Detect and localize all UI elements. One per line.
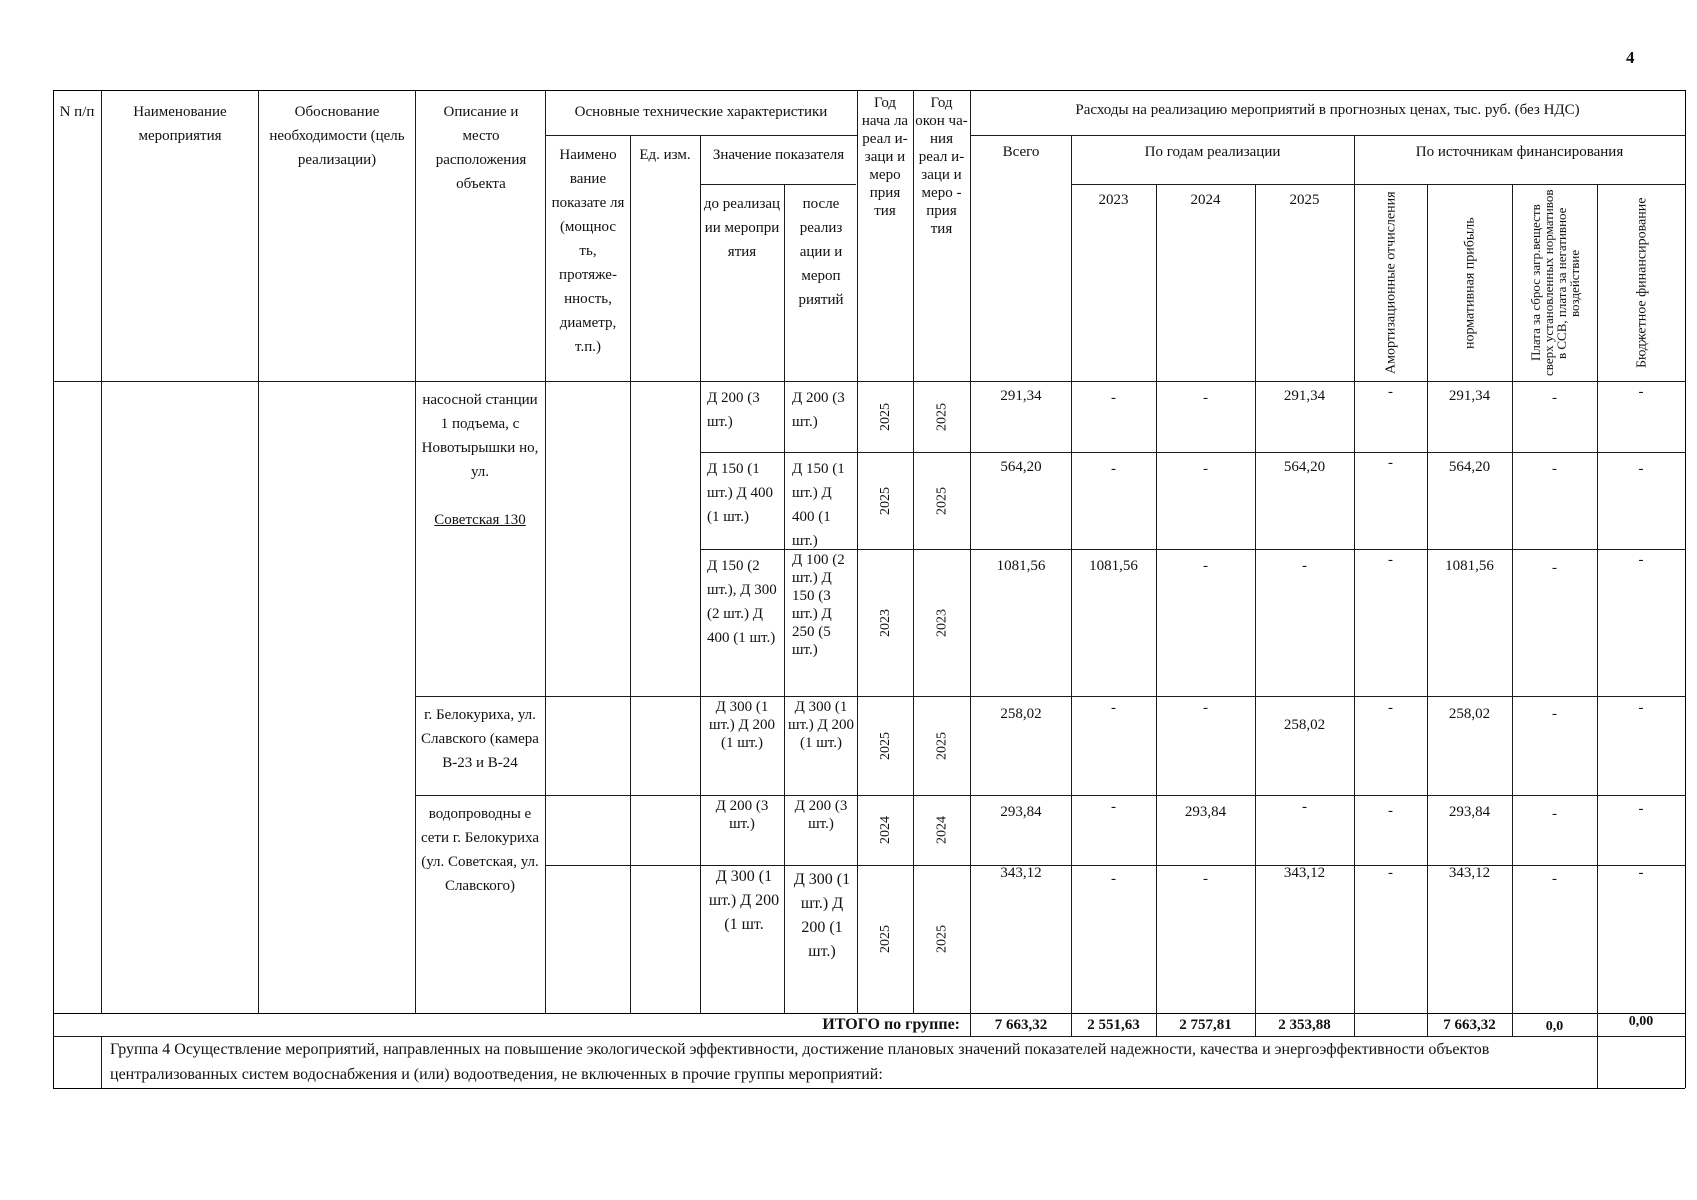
row-amortization: - <box>1388 384 1393 400</box>
row-before: Д 300 (1 шт.) Д 200 (1 шт. <box>708 868 780 933</box>
row-year-start: 2025 <box>878 487 893 515</box>
row-fee: - <box>1552 706 1557 722</box>
header-costs-group: Расходы на реализацию мероприятий в прогнозных ценах, тыс. руб. (без НДС) <box>1075 102 1580 118</box>
row-profit: 291,34 <box>1448 388 1491 404</box>
row-2025: 258,02 <box>1283 717 1326 733</box>
row-total: 291,34 <box>1000 388 1042 404</box>
group-description: Группа 4 Осуществление мероприятий, направленных на повышение экологической эффективности, достижение плановых значений показателей надежности, качества и энергоэффективности объектов централизованных систем водоснабжения и (или) водоотведения, не включенных в прочие группы мероприятий: <box>110 1041 1490 1083</box>
row-before: Д 200 (3 шт.) <box>715 798 769 832</box>
header-value-before: до реализац ии меропри ятия <box>703 196 781 260</box>
row-year-start: 2025 <box>878 403 893 431</box>
header-tech-value: Значение показателя <box>712 147 845 163</box>
row-year-start: 2025 <box>878 925 893 954</box>
row-2025: 291,34 <box>1283 388 1326 404</box>
row-budget: - <box>1638 801 1644 817</box>
row-fee: - <box>1552 461 1557 477</box>
page-number: 4 <box>1626 48 1635 67</box>
row-before: Д 300 (1 шт.) Д 200 (1 шт.) <box>709 699 775 751</box>
totals-fee: 0,0 <box>1545 1019 1564 1034</box>
row-2024: 293,84 <box>1184 804 1227 820</box>
totals-2024: 2 757,81 <box>1179 1017 1232 1033</box>
header-tech-unit: Ед. изм. <box>639 147 691 163</box>
row-2023: - <box>1111 700 1116 716</box>
row-fee: - <box>1552 390 1557 406</box>
row-fee: - <box>1552 806 1557 822</box>
description-belokurikha-chamber: г. Белокуриха, ул. Славского (камера В-23 и В-24 <box>421 707 539 771</box>
row-2024: - <box>1203 700 1208 716</box>
row-before: Д 150 (2 шт.), Д 300 (2 шт.) Д 400 (1 шт.) <box>707 558 777 646</box>
row-year-end: 2023 <box>934 609 950 637</box>
row-2025: 564,20 <box>1283 459 1326 475</box>
row-after: Д 200 (3 шт.) <box>792 390 845 430</box>
row-2024: - <box>1203 871 1208 887</box>
row-budget: - <box>1638 865 1644 881</box>
row-year-end: 2025 <box>934 403 950 431</box>
row-year-start: 2025 <box>878 732 893 760</box>
row-amortization: - <box>1388 552 1393 568</box>
row-after: Д 300 (1 шт.) Д 200 (1 шт.) <box>788 699 854 751</box>
header-year-end: Год окон ча- ния реал и- заци и меро - прия тия <box>915 95 968 237</box>
row-total: 293,84 <box>1000 804 1042 820</box>
header-year-start: Год нача ла реал и- заци и меро прия тия <box>861 95 909 219</box>
row-2024: - <box>1203 558 1208 574</box>
row-2024: - <box>1203 461 1208 477</box>
header-tech-name: Наимено вание показате ля (мощнос ть, протяже- нность, диаметр, т.п.) <box>551 147 625 355</box>
row-profit: 343,12 <box>1448 865 1491 881</box>
row-2025: - <box>1302 799 1307 815</box>
row-profit: 564,20 <box>1448 459 1491 475</box>
row-before: Д 150 (1 шт.) Д 400 (1 шт.) <box>707 461 773 525</box>
row-2024: - <box>1203 390 1208 406</box>
totals-total: 7 663,32 <box>994 1017 1048 1033</box>
header-total: Всего <box>1002 144 1040 160</box>
totals-label: ИТОГО по группе: <box>822 1016 960 1033</box>
description-water-network: водопроводны е сети г. Белокуриха (ул. Советская, ул. Славского) <box>420 806 540 894</box>
row-2023: - <box>1111 871 1116 887</box>
row-total: 564,20 <box>1000 459 1042 475</box>
row-budget: - <box>1638 700 1644 716</box>
row-year-end: 2025 <box>934 487 950 515</box>
row-year-start: 2024 <box>878 816 893 845</box>
row-year-end: 2024 <box>934 816 950 845</box>
row-2023: - <box>1111 390 1116 406</box>
row-2025: - <box>1302 558 1307 574</box>
row-year-end: 2025 <box>934 925 950 954</box>
header-name: Наименование мероприятия <box>133 104 227 144</box>
row-after: Д 100 (2 шт.) Д 150 (3 шт.) Д 250 (5 шт.) <box>792 552 845 658</box>
row-profit: 293,84 <box>1448 804 1491 820</box>
header-num: N п/п <box>59 104 95 120</box>
row-after: Д 150 (1 шт.) Д 400 (1 шт.) <box>792 461 845 549</box>
header-year-2023: 2023 <box>1098 192 1129 208</box>
row-after: Д 300 (1 шт.) Д 200 (1 шт.) <box>793 871 851 960</box>
header-source-amortization: Амортизационные отчисления <box>1383 191 1399 375</box>
row-year-start: 2023 <box>878 609 893 637</box>
row-profit: 1081,56 <box>1445 558 1494 574</box>
row-amortization: - <box>1388 700 1393 716</box>
row-2025: 343,12 <box>1283 865 1326 881</box>
row-year-end: 2025 <box>934 732 950 760</box>
totals-2025: 2 353,88 <box>1278 1017 1331 1033</box>
row-2023: - <box>1111 799 1116 815</box>
header-by-sources: По источникам финансирования <box>1415 144 1624 160</box>
row-amortization: - <box>1388 865 1393 881</box>
row-2023: 1081,56 <box>1089 558 1138 574</box>
row-budget: - <box>1638 461 1644 477</box>
row-2023: - <box>1111 461 1116 477</box>
header-source-profit: нормативная прибыль <box>1462 217 1478 349</box>
row-fee: - <box>1552 871 1557 887</box>
row-budget: - <box>1638 552 1644 568</box>
header-year-2025: 2025 <box>1289 192 1320 208</box>
row-total: 1081,56 <box>996 558 1046 574</box>
description-pump-station: насосной станции 1 подъема, с Новотырышки но, ул. <box>421 392 539 480</box>
row-total: 258,02 <box>1000 706 1042 722</box>
row-amortization: - <box>1388 455 1393 471</box>
row-profit: 258,02 <box>1448 706 1491 722</box>
row-total: 343,12 <box>1000 865 1042 881</box>
header-by-years: По годам реализации <box>1144 144 1281 160</box>
header-tech-group: Основные технические характеристики <box>574 104 828 120</box>
header-description: Описание и место расположения объекта <box>435 104 527 192</box>
totals-profit: 7 663,32 <box>1443 1017 1496 1033</box>
row-before: Д 200 (3 шт.) <box>707 390 760 430</box>
totals-budget: 0,00 <box>1628 1014 1654 1029</box>
header-year-2024: 2024 <box>1190 192 1221 208</box>
row-budget: - <box>1638 384 1644 400</box>
row-fee: - <box>1552 560 1557 576</box>
row-after: Д 200 (3 шт.) <box>794 798 848 832</box>
header-value-after: после реализ ации и мероп риятий <box>798 196 844 308</box>
totals-2023: 2 551,63 <box>1087 1017 1140 1033</box>
row-amortization: - <box>1388 803 1393 819</box>
header-reason: Обоснование необходимости (цель реализации) <box>269 104 405 168</box>
header-source-budget: Бюджетное финансирование <box>1634 197 1650 369</box>
header-source-fee: Плата за сброс загр.веществ сверх установленных нормативов в ССВ, плата за негативное воздействие <box>1528 189 1582 377</box>
description-pump-station-address: Советская 130 <box>434 512 526 528</box>
